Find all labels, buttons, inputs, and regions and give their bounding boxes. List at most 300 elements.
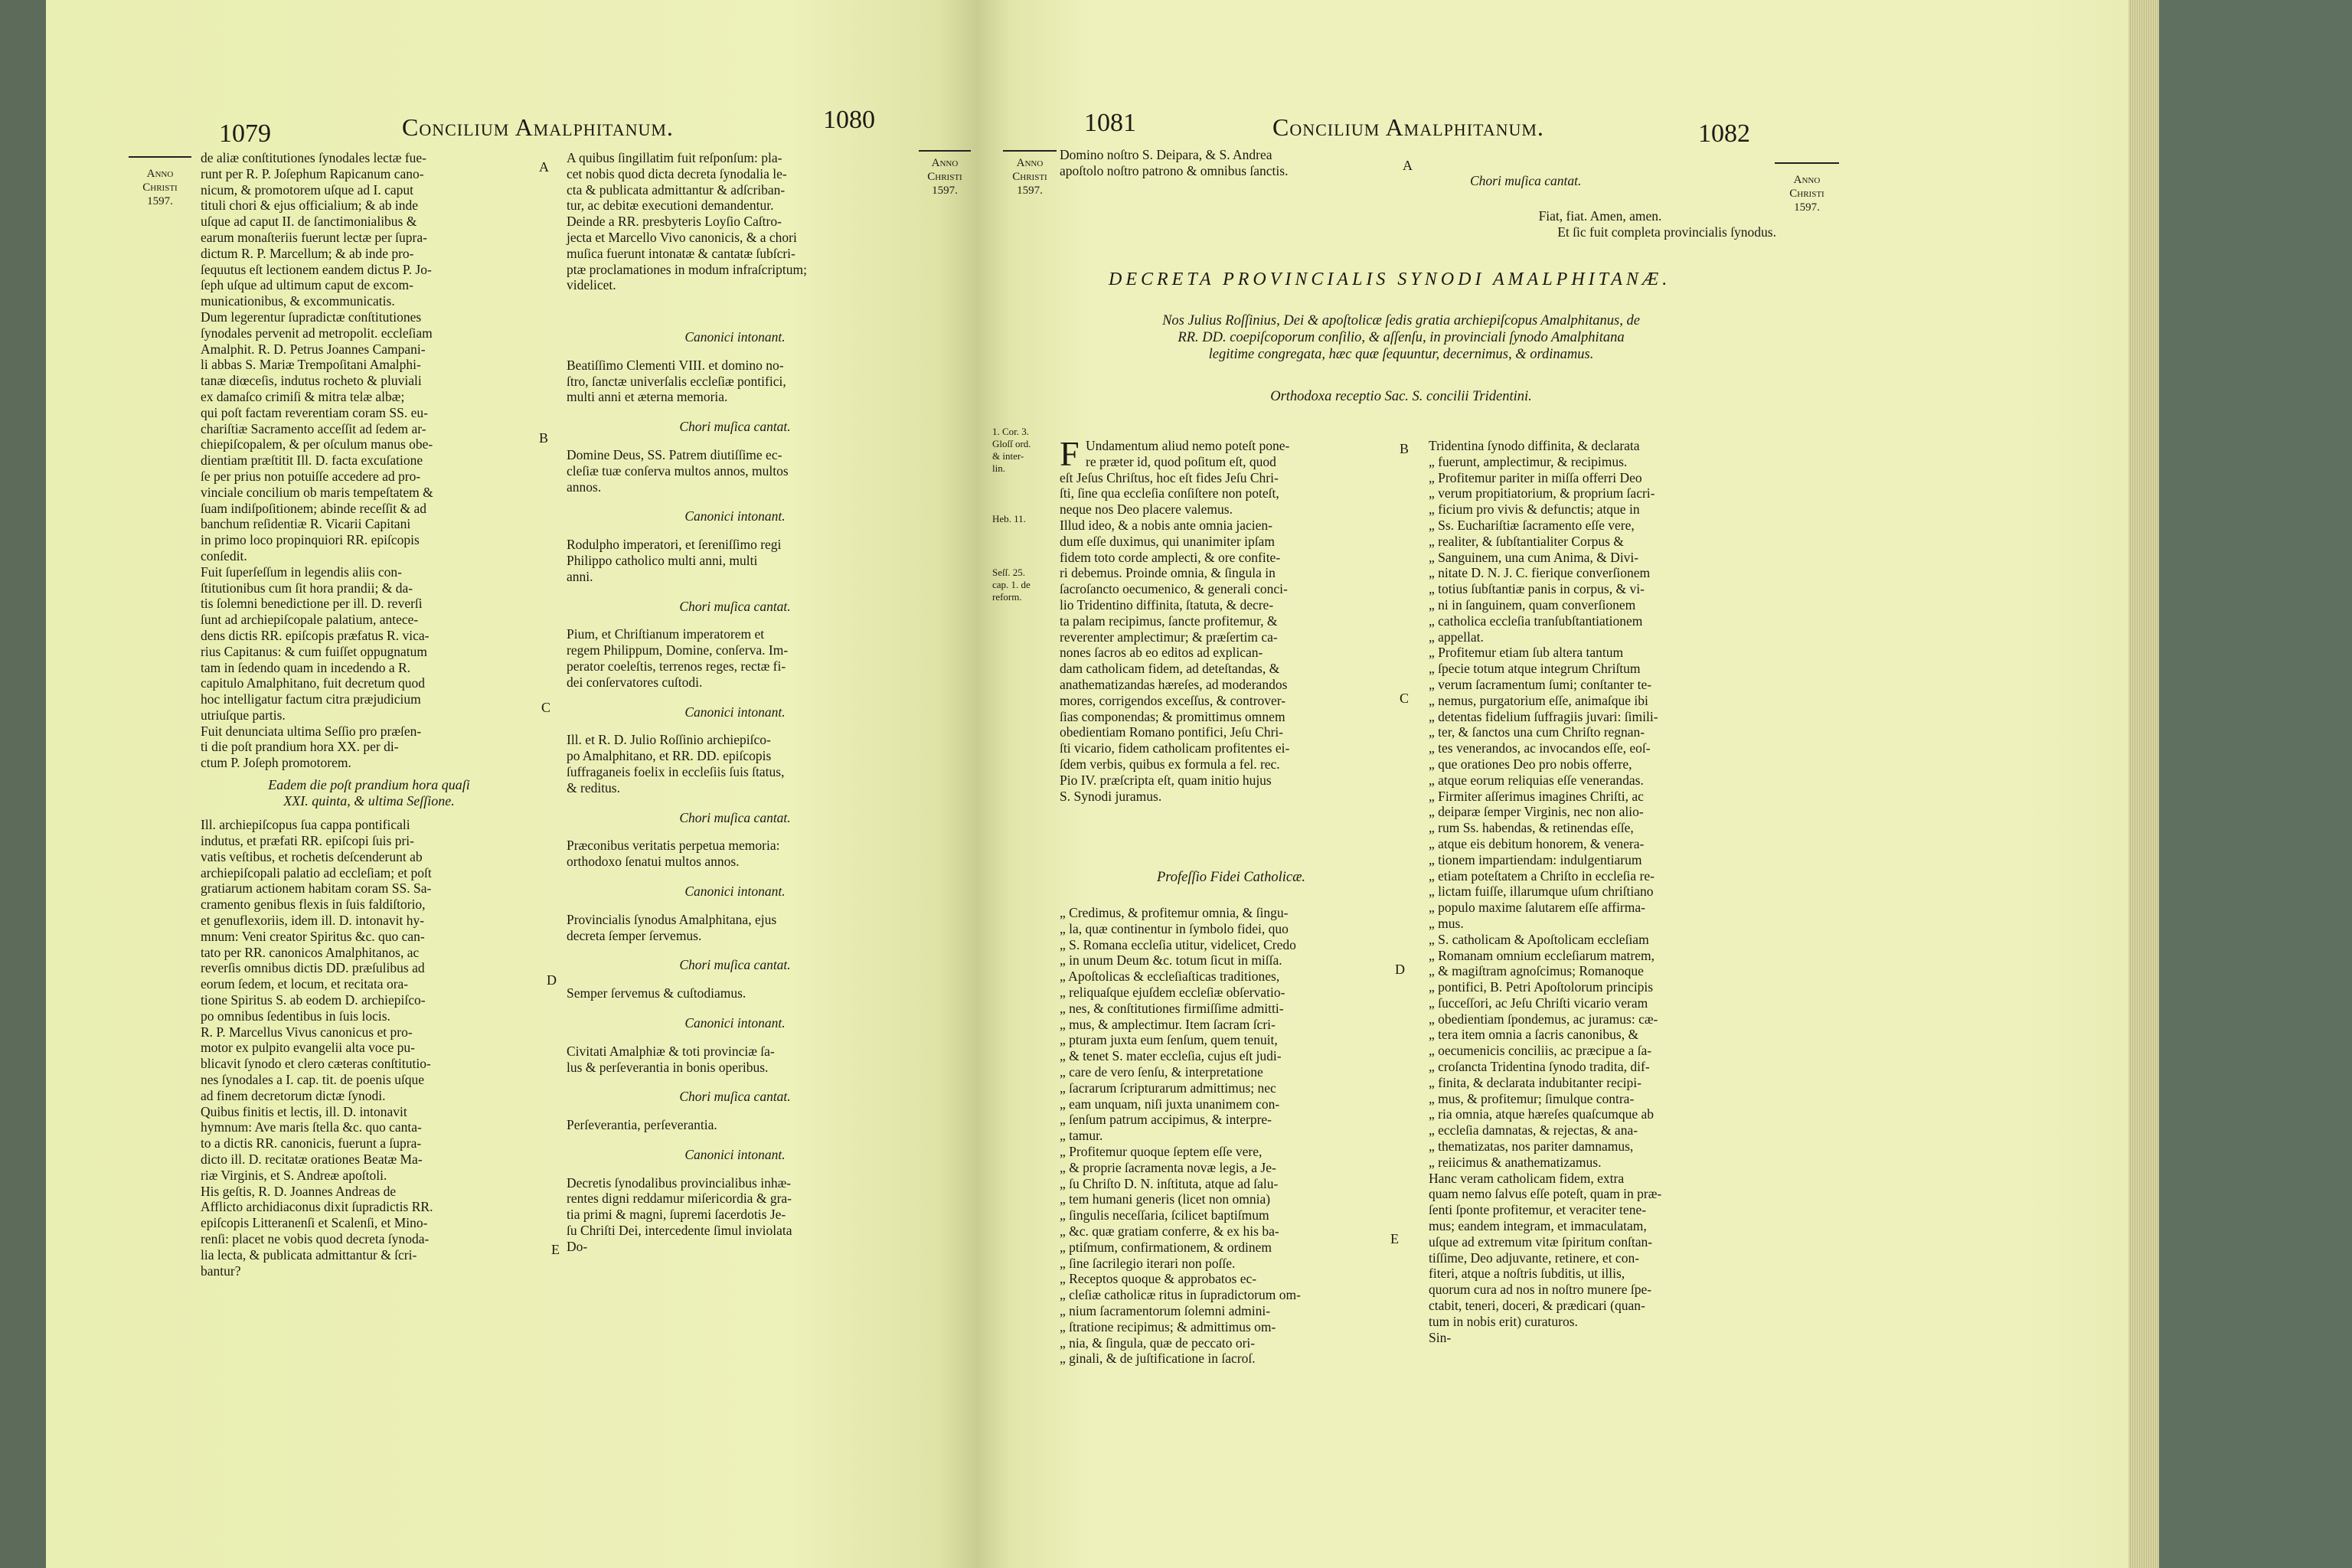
text-line: quorum cura ad nos in noſtro munere ſpe- [1429,1282,1652,1298]
top-lines [1060,147,1412,179]
year: 1597. [932,185,958,197]
text-line: cleſiæ tuæ conſerva multos annos, multos [567,462,789,479]
anno-label [1000,156,1060,198]
text-line: cet nobis quod dicta decreta ſynodalia le- [567,165,787,181]
text-line: „ tera item omnia a ſacris canonibus, & [1429,1027,1639,1043]
year: 1597. [147,195,173,207]
text-line: ptæ proclamationes in modum infraſcriptum; [567,261,807,277]
section-head: Chori muſica cantat. [1470,173,1582,188]
text-line: mnum: Veni creator Spiritus &c. quo can- [201,928,425,944]
text-line: „ thematizatas, nos pariter damnamus, [1429,1138,1634,1155]
text-line: uſque ad extremum vitæ ſpiritum conſtan- [1429,1233,1653,1250]
decreta-title: DECRETA PROVINCIALIS SYNODI AMALPHITANÆ. [1109,270,1671,289]
text-line: „ populo maxime ſalutarem eſſe affirma- [1429,900,1645,916]
text-line: cramento genibus flexis in ſuis faldiſtorio, [201,897,426,913]
text-line: tione Spiritus S. ab eodem D. archiepiſco- [201,991,426,1008]
text-line: anathematizandas hæreſes, ad moderandos [1060,676,1288,692]
text-line: „ ria omnia, atque hæreſes quaſcumque ab [1429,1106,1654,1122]
margin-letter: A [1403,158,1413,173]
background-left [0,0,46,1568]
text-line: anni. [567,568,593,584]
text-line: quam nemo ſalvus eſſe poteſt, quam in præ- [1429,1186,1662,1202]
text-line: „ ſpecie totum atque integrum Chriſtum [1429,661,1641,677]
text-line: tituli chori & ejus officialium; & ab inde [201,198,418,214]
text-line: eſt Jeſus Chriſtus, hoc eſt fides Jeſu Chri- [1060,469,1279,485]
section-head: Canonici intonant. [684,1014,786,1031]
left-column-2 [567,322,903,1261]
text-line: Amalphit. R. D. Petrus Joannes Campani- [201,341,426,357]
text-line: „ ni in ſanguinem, quam converſionem [1429,596,1636,612]
text-line: ctum P. Joſeph promotorem. [201,755,351,771]
text-line: „ in unum Deum &c. totum ſicut in miſſa. [1060,952,1282,969]
text-line: „ verum ſacramentum ſumi; conſtanter te- [1429,676,1652,692]
text-line: „ totius ſubſtantiæ panis in corpus, & vi- [1429,581,1645,597]
text-line: His geſtis, R. D. Joannes Andreas de [201,1183,397,1199]
margin-notes [992,567,1054,603]
text-line: vinciale concilium ob maris tempeſtatem & [201,484,433,500]
page-number: 1082 [1698,119,1750,148]
text-line: regem Philippum, Domine, conſerva. Im- [567,642,789,658]
text-line: A quibus ſingillatim fuit reſponſum: pla- [567,150,782,165]
text-line: ctabit, teneri, doceri, & prædicari (quan- [1429,1298,1645,1314]
text-line: dens dictis RR. epiſcopis præfatus R. vica- [201,627,430,643]
text-line: tis ſolemni benedictione per ill. D. reverſi [201,596,423,612]
anno-word: Anno [146,168,174,180]
text-line: Domino noſtro S. Deipara, & S. Andrea [1060,147,1272,162]
text-line: dicto ill. D. recitatæ orationes Beatæ Ma- [201,1151,423,1167]
text-line: „ fuerunt, amplectimur, & recipimus. [1429,453,1628,469]
text-line: „ Firmiter aſſerimus imagines Chriſti, ac [1429,788,1644,804]
text-line: gratiarum actionem habitam coram SS. Sa- [201,880,432,897]
text-line: „ la, quæ continentur in ſymbolo fidei, quo [1060,920,1289,936]
text-line: „ ſingulis neceſſaria, ſcilicet baptiſmum [1060,1207,1269,1223]
text-line: „ nia, & ſingula, quæ de peccato ori- [1060,1334,1256,1351]
text-line: „ & proprie ſacramenta novæ legis, a Je- [1060,1159,1276,1175]
text-line: et genuflexoriis, idem ill. D. intonavit hy- [201,912,425,928]
margin-letter: D [547,972,557,988]
section-head: Chori muſica cantat. [679,419,791,435]
margin-letter: E [551,1242,560,1257]
text-line: ta palam recipimus, ſancte profitemur, & [1060,612,1278,629]
text-line: „ &c. quæ gratiam conferre, & ex his ba- [1060,1223,1279,1239]
text-line: nones ſacros ab eo editos ad explican- [1060,645,1263,661]
section-head: Chori muſica cantat. [679,1089,791,1105]
text-line: „ nium ſacramentorum ſolemni admini- [1060,1302,1271,1318]
christi-word: Christi [1012,171,1047,183]
text-line: „ tamur. [1060,1128,1103,1144]
text-line: reverſis omnibus dictis DD. præſulibus ad [201,960,425,976]
text-line: Pio IV. præſcripta eſt, quam initio hujus [1060,772,1272,788]
text-line: „ Sanguinem, una cum Anima, & Divi- [1429,549,1639,565]
text-line: chariſtiæ Sacramento acceſſit ad ſedem ar- [201,420,426,436]
text-line: capitulo Amalphitano, fuit decretum quod [201,675,426,691]
text-line: Provincialis ſynodus Amalphitana, ejus [567,911,777,927]
text-line: Ill. et R. D. Julio Roſſinio archiepiſco- [567,732,771,748]
orthodoxa-head: Orthodoxa receptio Sac. S. concilii Tridentini. [1270,389,1532,404]
left-column-2-intro [567,150,903,293]
text-line: muſica fuerunt intonatæ & cantatæ ſubſcri- [567,245,795,261]
text-line: tia primi & magni, ſupremi ſacerdotis Je- [567,1207,786,1223]
text-line: „ Receptos quoque & approbatos ec- [1060,1271,1257,1287]
text-line: Beatiſſimo Clementi VIII. et domino no- [567,357,784,373]
text-line: „ tem humani generis (licet non omnia) [1060,1191,1271,1207]
text-line: jecta et Marcello Vivo canonicis, & a chori [567,229,797,245]
text-line: „ mus, & amplectimur. Item ſacram ſcri- [1060,1016,1276,1032]
text-line: Decretis ſynodalibus provincialibus inhæ- [567,1174,792,1191]
margin-note: cap. 1. de [992,579,1031,590]
header-rule [1003,150,1057,152]
text-line: „ que orationes Deo pro nobis offerre, [1429,756,1632,772]
text-line: Philippo catholico multi anni, multi [567,552,758,568]
text-line: po Amalphitano, et RR. DD. epiſcopis [567,748,772,764]
text-line: „ verum propitiatorium, & proprium ſacri- [1429,485,1655,501]
text-line: Tridentina ſynodo diffinita, & declarata [1429,438,1640,453]
page-number: 1079 [219,119,271,148]
margin-letter: E [1390,1231,1399,1246]
margin-letter: B [539,430,549,446]
text-line: „ Ss. Euchariſtiæ ſacramento eſſe vere, [1429,517,1635,533]
text-line: ſuffraganeis foelix in eccleſiis ſuis ſtatus, [567,763,785,779]
left-column-1b [201,817,537,1279]
right-column-1 [1060,434,1403,804]
margin-letter: C [541,700,551,715]
text-line: „ mus. [1429,915,1464,931]
christi-word: Christi [142,181,178,194]
text-line: ſe per prius non potuiſſe accedere ad pro- [201,468,421,484]
text-line: ti die poſt prandium hora XX. per di- [201,739,399,755]
text-line: S. Synodi juramus. [1060,788,1162,804]
text-line: dei conſervatores cuſtodi. [567,674,703,690]
text-line: Domine Deus, SS. Patrem diutiſſime ec- [567,446,782,462]
text-line: ſti vicario, fidem catholicam profitentes ei- [1060,740,1290,756]
text-line: ſenti ſponte profitemur, et veraciter tene- [1429,1202,1647,1218]
text-line: ſtro, ſanctæ univerſalis eccleſiæ pontifici, [567,373,786,389]
text-line: riæ Virginis, et S. Andreæ apoſtoli. [201,1167,387,1183]
anno-label-mid [916,156,974,198]
text-line: Pium, et Chriſtianum imperatorem et [567,626,765,642]
text-line: Afflicto archidiaconus dixit ſupradictis RR. [201,1199,433,1215]
text-line: reverenter amplectimur; & præſertim ca- [1060,629,1278,645]
text-line: „ rum Ss. habendas, & retinendas eſſe, [1429,820,1634,836]
text-line: „ tionem impartiendam: indulgentiarum [1429,851,1642,867]
text-line: conſedit. [201,547,247,564]
text-line: „ reliquaſque ejuſdem eccleſiæ obſervatio- [1060,984,1285,1000]
text-line: eorum ſedem, et locum, et recitata ora- [201,976,409,992]
text-line: annos. [567,479,602,495]
text-line: Illud ideo, & a nobis ante omnia jacien- [1060,517,1272,533]
text-line: ſias componendas; & promittimus omnem [1060,708,1285,724]
text-line: banchum reſidentiæ R. Vicarii Capitani [201,516,411,532]
text-line: ſequutus eſt lectionem eandem dictus P. Jo- [201,261,432,277]
text-line: lio Tridentino diffinita, ſtatuta, & decre- [1060,596,1274,612]
text-line: dam catholicam fidem, ad deteſtandas, & [1060,661,1280,677]
text-line: renſi: placet ne vobis quod decreta ſynoda- [201,1230,430,1246]
text-line: tato per RR. canonicos Amalphitanos, ac [201,944,420,960]
text-line: motor ex pulpito evangelii alta voce pu- [201,1040,415,1056]
anno-label-right [1775,173,1839,214]
text-line: epiſcopis Litteranenſi et Scalenſi, et Mino- [201,1215,428,1231]
text-line: „ ginali, & de juſtificatione in ſacroſ. [1060,1351,1256,1367]
text-line: runt per R. P. Joſephum Rapicanum cano- [201,165,424,181]
margin-letter: B [1400,441,1410,456]
text-line: po omnibus ſedentibus in ſuis locis. [201,1008,390,1024]
text-line: perator coeleſtis, terrenos reges, rectæ fi- [567,658,786,674]
text-line: ſti, ſine qua eccleſia conſiſtere non poteſt, [1060,485,1279,501]
text-line: ſynodales pervenit ad metropolit. eccleſiam [201,325,433,341]
text-line: orthodoxo ſenatui multos annos. [567,854,740,870]
text-line: to a dictis RR. canonicis, fuerunt a ſupra- [201,1135,422,1152]
margin-note: & inter- [992,450,1024,462]
margin-note: Seſſ. 25. [992,567,1025,578]
text-line: „ ſucceſſori, ac Jeſu Chriſti vicario veram [1429,995,1648,1011]
text-line: cta & publicata admittantur & adſcriban- [567,181,786,198]
text-line: decreta ſemper ſervemus. [567,927,702,943]
text-line: rentes digni reddamur miſericordia & gra- [567,1191,792,1207]
text-line: nicum, & promotorem uſque ad I. caput [201,181,413,198]
section-head: Chori muſica cantat. [679,598,791,614]
text-line: „ detentas fidelium ſuffragiis juvari: ſimili- [1429,708,1658,724]
text-line: „ Profitemur etiam ſub altera tantum [1429,645,1624,661]
text-line: uſque ad caput II. de ſanctimonialibus & [201,214,417,230]
text-line: „ finita, & declarata indubitanter recipi- [1429,1074,1642,1090]
text-line: neque nos Deo placere valemus. [1060,501,1233,518]
margin-note: Gloſſ ord. [992,438,1031,449]
text-line: nes ſynodales a I. cap. tit. de poenis uſque [201,1071,425,1087]
text-line: ſeph uſque ad ultimum caput de excom- [201,277,413,293]
text-line: „ appellat. [1429,629,1484,645]
text-line: obedientiam Romano pontifici, Jeſu Chri- [1060,724,1284,740]
text-line: „ S. Romana eccleſia utitur, videlicet, Credo [1060,936,1296,952]
section-head: Canonici intonant. [684,704,786,720]
text-line: Semper ſervemus & cuſtodiamus. [567,985,746,1001]
text-line: li abbas S. Mariæ Trempoſitani Amalphi- [201,357,421,373]
text-line: „ lictam fuiſſe, illarumque uſum chriſtiano [1429,884,1654,900]
text-line: „ Apoſtolicas & eccleſiaſticas traditiones, [1060,969,1280,985]
text-line: re præter id, quod poſitum eſt, quod [1086,453,1276,469]
margin-note: reform. [992,591,1022,603]
text-line: Fuit denunciata ultima Seſſio pro præſen- [201,723,422,739]
text-line: „ realiter, & ſubſtantialiter Corpus & [1429,533,1624,549]
text-line: „ S. catholicam & Apoſtolicam eccleſiam [1429,931,1649,947]
closing-lines [1424,208,1776,240]
text-line: ſuam indiſpoſitionem; abinde receſſit & ad [201,500,426,516]
text-line: bantur? [201,1263,241,1279]
text-line: „ oecumenicis conciliis, ac præcipue a ſa- [1429,1043,1652,1059]
anno-word: Anno [931,157,959,169]
text-line: „ pontifici, B. Petri Apoſtolorum principis [1429,979,1654,995]
text-line: Præconibus veritatis perpetua memoria: [567,838,780,854]
text-line: de aliæ conſtitutiones ſynodales lectæ fue- [201,150,426,165]
text-line: ſu Chriſti Dei, intercedente ſimul inviolata [567,1223,792,1239]
margin-letter: D [1395,962,1405,977]
text-line: „ etiam poteſtatem a Chriſto in eccleſia re- [1429,867,1655,884]
anno-word: Anno [1016,157,1044,169]
text-line: hymnum: Ave maris ſtella &c. quo canta- [201,1119,422,1135]
section-head: Canonici intonant. [684,883,786,899]
margin-note: 1. Cor. 3. [992,426,1030,437]
right-column-1b [1060,905,1403,1367]
text-line: Do- [567,1238,588,1254]
text-line: „ ſu Chriſto D. N. inſtituta, atque ad ſalu- [1060,1175,1279,1191]
text-line: „ catholica eccleſia tranſubſtantiationem [1429,612,1643,629]
background-right [2159,0,2352,1568]
text-line: fidem toto corde amplecti, & ore confite- [1060,549,1281,565]
text-line: Dum legerentur ſupradictæ conſtitutiones [201,309,422,325]
text-line: R. P. Marcellus Vivus canonicus et pro- [201,1024,413,1040]
text-line: „ & tenet S. mater eccleſia, cujus eſt judi- [1060,1048,1282,1064]
text-line: „ & magiſtram agnoſcimus; Romanoque [1429,963,1644,979]
text-line: ex damaſco crimiſi & mitra telæ albæ; [201,388,405,404]
text-line: dictum R. P. Marcellum; & ab inde pro- [201,245,414,261]
text-line: blicavit ſynodo et clero cæteras conſtitutio- [201,1056,431,1072]
margin-notes [992,426,1054,475]
text-line: multi anni et æterna memoria. [567,389,728,405]
text-line: tur, ac debitæ executioni demandentur. [567,198,774,214]
year: 1597. [1017,185,1043,197]
text-line: mus; eandem integram, et immaculatam, [1429,1218,1647,1234]
christi-word: Christi [927,171,962,183]
text-line: „ obedientiam ſpondemus, ac juramus: cæ- [1429,1011,1658,1027]
text-line: „ ptiſmum, confirmationem, & ordinem [1060,1239,1272,1255]
text-line: Fiat, fiat. Amen, amen. [1538,208,1662,224]
text-line: chiepiſcopalem, & per oſculum manus obe- [201,436,433,452]
anno-label [129,167,191,208]
text-line: lus & perſeverantia in bonis operibus. [567,1059,769,1075]
text-line: archiepiſcopali palatio ad eccleſiam; et poſt [201,864,432,880]
text-line: utriuſque partis. [201,707,286,723]
text-line: „ ficium pro vivis & defunctis; atque in [1429,501,1640,518]
text-line: tam in ſedendo quam in incedendo a R. [201,659,411,675]
text-line: „ ſtratione recipimus; & admittimus om- [1060,1318,1276,1334]
year: 1597. [1794,201,1820,214]
text-line: Rodulpho imperatori, et ſereniſſimo regi [567,537,782,553]
text-line: Quibus finitis et lectis, ill. D. intonavit [201,1103,407,1119]
text-line: „ eccleſia damnatas, & rejectas, & ana- [1429,1122,1638,1138]
text-line: „ cleſiæ catholicæ ritus in ſupradictorum om- [1060,1287,1301,1303]
margin-letter: C [1400,691,1410,706]
section-head: Canonici intonant. [684,1146,786,1162]
text-line: ad finem decretorum dictæ ſynodi. [201,1087,386,1103]
text-line: ſunt ad archiepiſcopale palatium, antece- [201,612,419,628]
text-line: hoc intelligatur factum citra præjudicium [201,691,421,707]
text-line: legitime congregata, hæc quæ ſequuntur, decernimus, & ordinamus. [1208,347,1594,362]
text-line: „ atque eorum reliquias eſſe venerandas. [1429,772,1644,788]
text-line: XXI. quinta, & ultima Seſſione. [283,792,455,808]
header-rule [129,156,191,158]
text-line: qui poſt factam reverentiam coram SS. eu- [201,404,428,420]
text-line: earum monaſteriis fuerunt lectæ per ſupra- [201,229,427,245]
text-line: tiſſime, Deo adjuvante, retinere, et con- [1429,1250,1640,1266]
text-line: „ ſine ſacrilegio iterari non poſſe. [1060,1255,1236,1271]
text-line: „ mus, & profitemur; ſimulque contra- [1429,1090,1635,1106]
text-line: lia lecta, & publicata admittantur & ſcri- [201,1246,417,1263]
text-line: „ nemus, purgatorium eſſe, animaſque ibi [1429,692,1648,708]
text-line: „ ſacrarum ſcripturarum admittimus; nec [1060,1080,1276,1096]
intro-paragraph [1057,312,1746,363]
running-title: Concilium Amalphitanum. [402,113,674,141]
text-line: „ nes, & conſtitutiones firmiſſime admitti- [1060,1000,1284,1016]
anno-word: Anno [1793,174,1821,186]
text-line: tanæ diœceſis, indutus rocheto & pluviali [201,373,422,389]
section-head: Canonici intonant. [684,508,786,524]
text-line: „ Romanam omnium eccleſiarum matrem, [1429,947,1655,963]
section-head: Canonici intonant. [684,329,786,345]
text-line: „ care de vero ſenſu, & interpretatione [1060,1063,1263,1080]
header-rule [919,150,971,152]
text-line: mores, corrigendos exceſſus, & controver- [1060,692,1286,708]
text-line: ſtitutionibus cum ſit hora prandii; & da- [201,580,413,596]
text-line: „ deiparæ ſemper Virginis, nec non alio- [1429,804,1644,820]
text-line: Et ſic fuit completa provincialis ſynodus. [1557,224,1776,240]
text-line: „ atque eis debitum honorem, & venera- [1429,835,1645,851]
margin-letter: A [539,159,549,175]
page-number: 1081 [1084,109,1136,137]
text-line: rius Capitanus: & cum fuiſſet oppugnatum [201,643,428,659]
text-line: apoſtolo noſtro patrono & omnibus ſanctis. [1060,162,1289,178]
text-line: Deinde a RR. presbyteris Loyſio Caſtro- [567,214,782,230]
left-column-1 [201,150,537,771]
text-line: Civitati Amalphiæ & toti provinciæ ſa- [567,1043,775,1059]
text-line: „ Profitemur pariter in miſſa offerri Deo [1429,469,1642,485]
text-line: „ ſenſum patrum accipimus, & interpre- [1060,1112,1272,1128]
margin-note: lin. [992,462,1005,474]
text-line: videlicet. [567,277,616,293]
text-line: tum in nobis erit) curaturos. [1429,1313,1578,1329]
text-line: „ nitate D. N. J. C. fierique converſionem [1429,565,1651,581]
text-line: municationibus, & excommunicatis. [201,293,395,309]
drop-cap: F [1060,434,1080,473]
header-rule [1775,162,1839,164]
text-line: „ Profitemur quoque ſeptem eſſe vere, [1060,1143,1263,1159]
text-line: vatis veſtibus, et rochetis deſcenderunt ab [201,848,423,864]
section-subhead [201,777,537,809]
text-line: Eadem die poſt prandium hora quaſi [268,777,470,793]
text-line: ſacroſancto oecumenico, & generali conci- [1060,581,1288,597]
text-line: ri debemus. Proinde omnia, & ſingula in [1060,565,1276,581]
text-line: Sin- [1429,1329,1452,1345]
text-line: „ ter, & ſanctos una cum Chriſto regnan- [1429,724,1645,740]
section-head: Chori muſica cantat. [679,957,791,973]
text-line: & reditus. [567,779,620,795]
text-line: „ croſancta Tridentina ſynodo tradita, dif- [1429,1059,1650,1075]
text-line: Ill. archiepiſcopus ſua cappa pontificali [201,817,410,833]
margin-note: Heb. 11. [992,513,1026,524]
text-line: „ Credimus, & profitemur omnia, & ſingu- [1060,905,1289,920]
text-line: Fuit ſuperſeſſum in legendis aliis con- [201,564,402,580]
page-number: 1080 [823,106,875,134]
running-title: Concilium Amalphitanum. [1272,113,1544,141]
text-line: Nos Julius Roſſinius, Dei & apoſtolicæ ſedis gratia archiepiſcopus Amalphitanus, de [1162,313,1640,328]
text-line: Undamentum aliud nemo poteſt pone- [1086,438,1290,453]
right-column-2 [1429,438,1773,1345]
text-line: ſdem verbis, quibus ex formula a fel. rec. [1060,756,1280,772]
text-line: Perſeverantia, perſeverantia. [567,1117,717,1133]
text-line: „ pturam juxta eum ſenſum, quem tenuit, [1060,1032,1278,1048]
text-line: fiteri, atque a noſtris ſubditis, ut illis, [1429,1266,1625,1282]
text-line: RR. DD. coepiſcoporum conſilio, & aſſenſu, in provinciali ſynodo Amalphitana [1178,330,1625,345]
text-line: „ tes venerandos, ac invocandos eſſe, eoſ- [1429,740,1651,756]
page-edges [2128,0,2159,1568]
text-line: indutus, et præfati RR. epiſcopi ſuis pri- [201,832,415,848]
section-head: Chori muſica cantat. [679,809,791,825]
section-subhead: Profeſſio Fidei Catholicæ. [1156,870,1306,885]
christi-word: Christi [1789,188,1824,200]
text-line: „ eam unquam, niſi juxta unanimem con- [1060,1096,1280,1112]
text-line: dientiam præſtitit Ill. D. facta excuſatione [201,452,423,469]
text-line: in primo loco propinquiori RR. epiſcopis [201,532,420,548]
text-line: „ reiicimus & anathematizamus. [1429,1154,1602,1170]
text-line: dum eſſe duximus, qui unanimiter ipſam [1060,533,1275,549]
